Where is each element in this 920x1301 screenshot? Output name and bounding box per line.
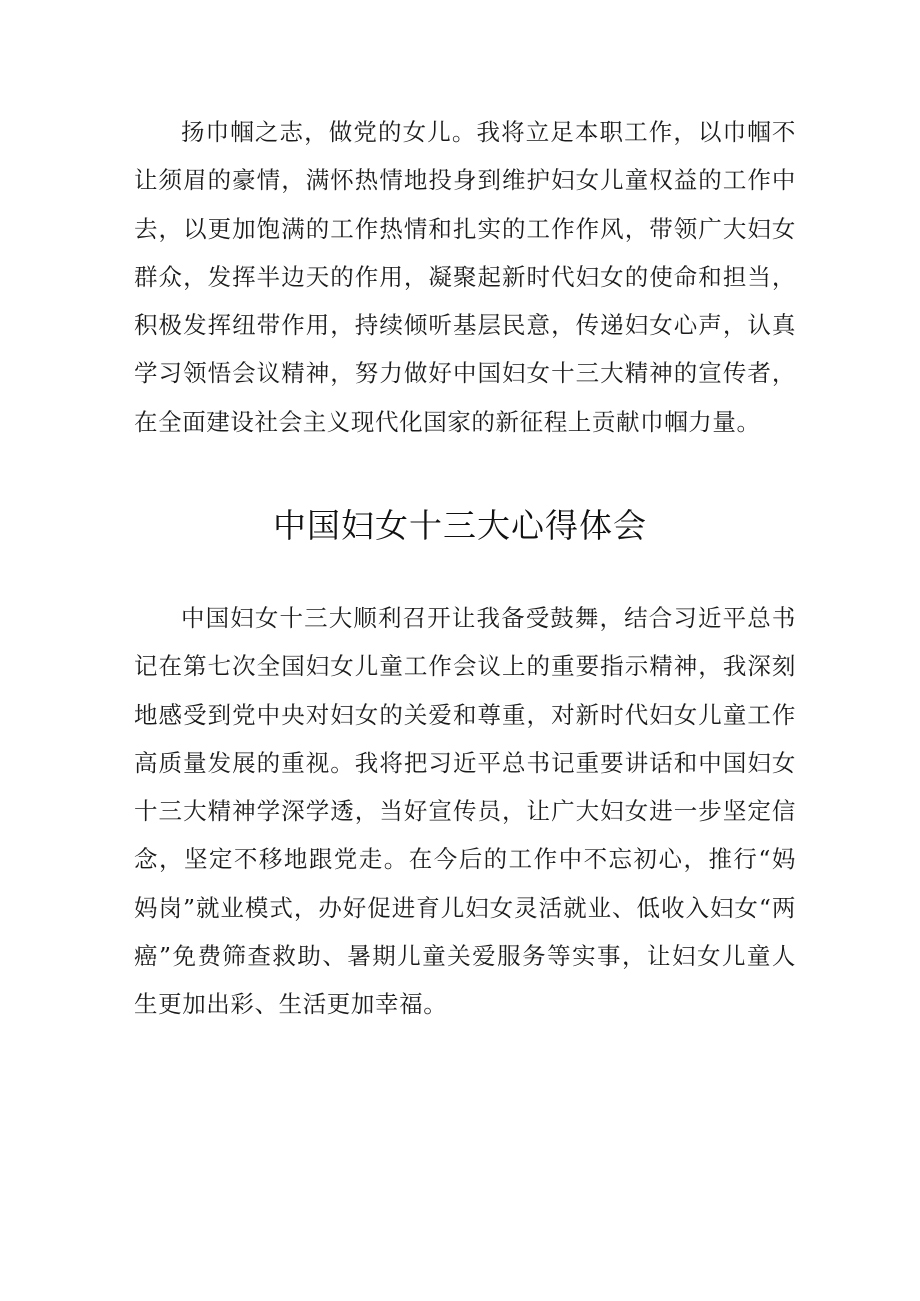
closing-paragraph: 扬巾帼之志，做党的女儿。我将立足本职工作，以巾帼不让须眉的豪情，满怀热情地投身到维护妇女儿童权益的工作中去，以更加饱满的工作热情和扎实的工作作风，带领广大妇女群众，发挥半边天的作用，凝聚起新时代妇女的使命和担当，积极发挥纽带作用，持续倾听基层民意，传递妇女心声，认真学习领悟会议精神，努力做好中国妇女十三大精神的宣传者，在全面建设社会主义现代化国家的新征程上贡献巾帼力量。 — [134, 118, 796, 436]
section-title: 中国妇女十三大心得体会 — [273, 506, 647, 545]
body-paragraph: 中国妇女十三大顺利召开让我备受鼓舞，结合习近平总书记在第七次全国妇女儿童工作会议上的重要指示精神，我深刻地感受到党中央对妇女的关爱和尊重，对新时代妇女儿童工作高质量发展的重视。我将把习近平总书记重要讲话和中国妇女十三大精神学深学透，当好宣传员，让广大妇女进一步坚定信念，坚定不移地跟党走。在今后的工作中不忘初心，推行“妈妈岗”就业模式，办好促进育儿妇女灵活就业、低收入妇女“两癌”免费筛查救助、暑期儿童关爱服务等实事，让妇女儿童人生更加出彩、生活更加幸福。 — [134, 604, 796, 1019]
